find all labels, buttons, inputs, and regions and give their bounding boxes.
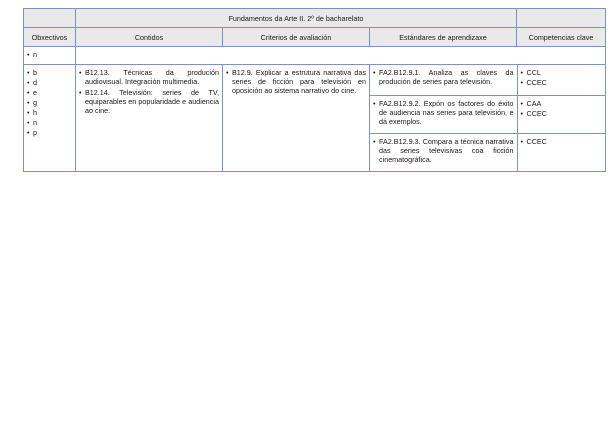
standard-item: • FA2.B12.9.1. Analiza as claves da produción de series para televisión. bbox=[373, 68, 514, 86]
table-row bbox=[24, 47, 606, 65]
header-standards: Estándares de aprendizaxe bbox=[370, 28, 517, 47]
standard-row bbox=[370, 65, 606, 96]
header-criteria: Criterios de avaliación bbox=[223, 28, 370, 47]
standard-cell bbox=[370, 96, 517, 134]
competences-cell bbox=[517, 96, 606, 134]
competence-item: • CCL bbox=[521, 68, 604, 77]
competences-cell bbox=[517, 65, 606, 96]
competence-item: • CAA bbox=[521, 99, 604, 108]
objectives-cell bbox=[24, 65, 76, 172]
standards-and-competences bbox=[370, 65, 606, 172]
empty-cell bbox=[76, 47, 606, 65]
blank-corner-cell-right bbox=[517, 9, 606, 28]
content-item: • B12.14. Televisión: series de TV, equiparables en popularidade e audiencia ao cine. bbox=[79, 88, 219, 115]
header-contents: Contidos bbox=[76, 28, 223, 47]
curriculum-table bbox=[23, 8, 606, 172]
criterion-item: • B12.9. Explicar a estrutura narrativa das series de ficción para televisión en oposición ao sistema narrativo do cine. bbox=[226, 68, 366, 95]
objective-item: • n bbox=[27, 50, 72, 59]
objectives-cell bbox=[24, 47, 76, 65]
standard-cell bbox=[370, 134, 517, 172]
table-row bbox=[24, 65, 606, 172]
standard-cell bbox=[370, 65, 517, 96]
objective-item: • d bbox=[27, 78, 72, 87]
objective-item: • g bbox=[27, 98, 72, 107]
competence-item: • CCEC bbox=[521, 78, 604, 87]
header-row bbox=[24, 28, 606, 47]
standard-row bbox=[370, 134, 606, 172]
objective-item: • b bbox=[27, 68, 72, 77]
competence-item: • CCEC bbox=[521, 109, 604, 118]
criteria-cell bbox=[223, 65, 370, 172]
objective-item: • e bbox=[27, 88, 72, 97]
standard-item: • FA2.B12.9.2. Expón os factores do éxito de audiencia nas series para televisión, e dá exemplos. bbox=[373, 99, 514, 126]
objective-item: • h bbox=[27, 108, 72, 117]
table-title-row bbox=[24, 9, 606, 28]
objective-item: • p bbox=[27, 128, 72, 137]
header-objectives: Obxectivos bbox=[24, 28, 76, 47]
content-item: • B12.13. Técnicas da produción audiovisual. Integración multimedia. bbox=[79, 68, 219, 86]
competence-item: • CCEC bbox=[521, 137, 604, 146]
competences-cell bbox=[517, 134, 606, 172]
standard-row bbox=[370, 96, 606, 134]
contents-cell bbox=[76, 65, 223, 172]
table-title: Fundamentos da Arte II. 2º de bacharelato bbox=[76, 9, 517, 28]
standards-subtable bbox=[370, 65, 606, 171]
blank-corner-cell bbox=[24, 9, 76, 28]
header-competences: Competencias clave bbox=[517, 28, 606, 47]
standard-item: • FA2.B12.9.3. Compara a técnica narrativa das series televisivas coa ficción cinematográfica. bbox=[373, 137, 514, 164]
objective-item: • n bbox=[27, 118, 72, 127]
